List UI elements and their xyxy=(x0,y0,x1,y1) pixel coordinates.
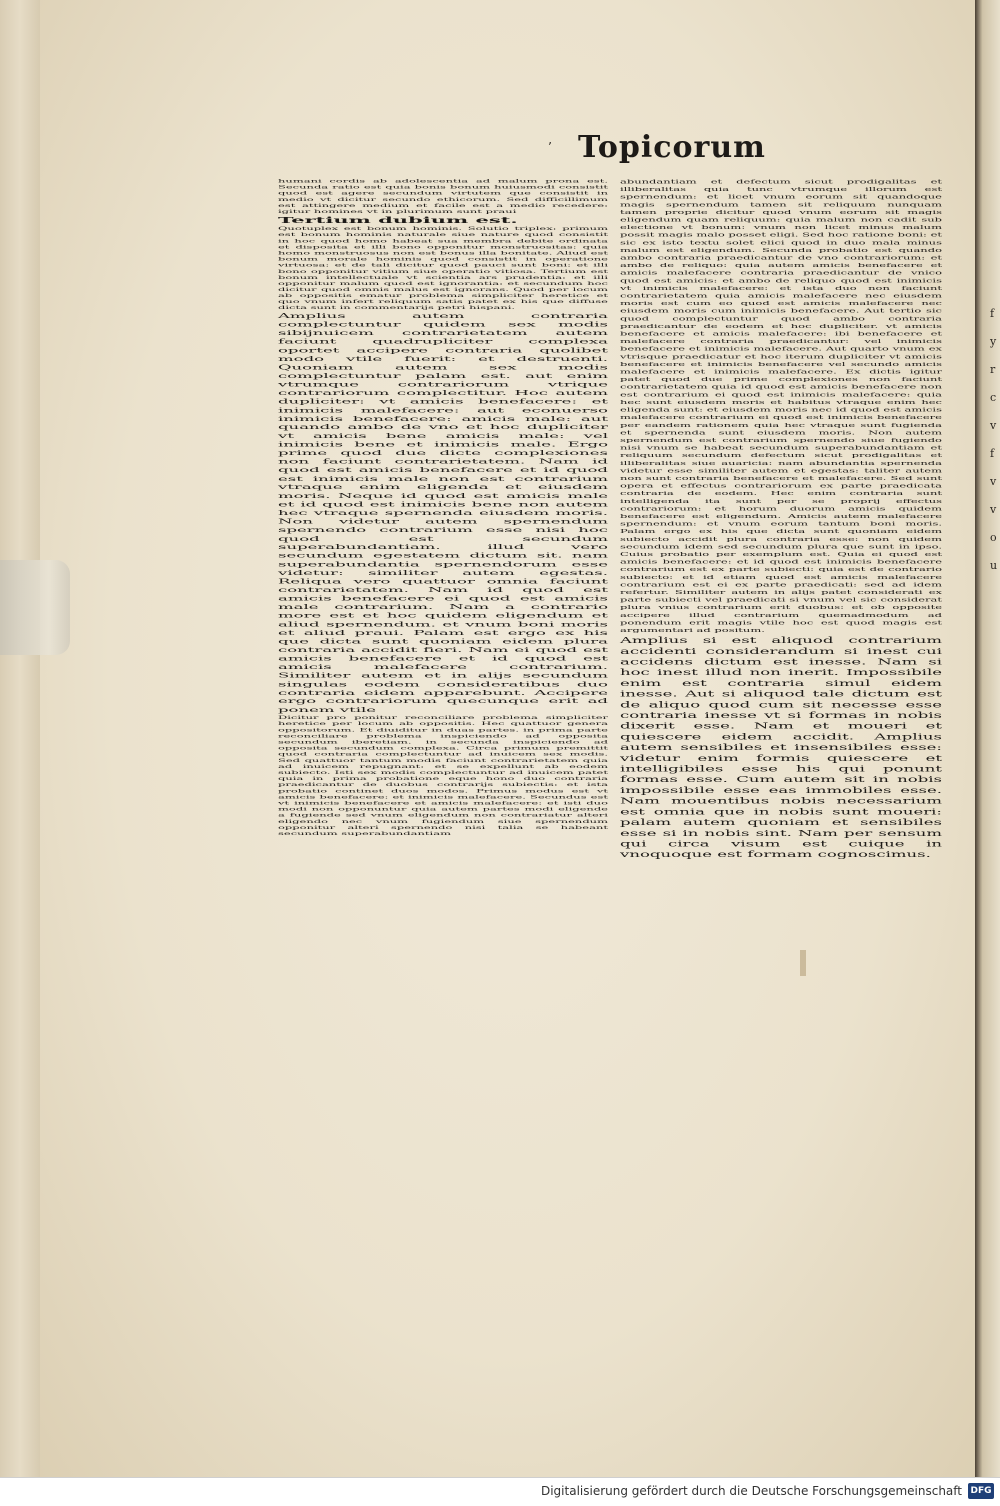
section-heading: Tertium dubium est. xyxy=(278,214,518,225)
text-paragraph: humani cordis ab adolescentia ad malum prona est. Secunda ratio est quia bonis bonum huiusmodi consistit quod est agere secundum virtutem que consistit in medio vt dicitur secundo ethicorum. Sed difficillimum est attingere medium et facile est a medio recedere: igitur homines vt in plurimum sunt praui xyxy=(278,178,608,215)
margin-fragment: o xyxy=(990,531,997,544)
text-paragraph: Amplius si est aliquod contrarium accidenti considerandum si inest cui accidens dictum est inesse. Nam si hoc inest illud non inerit. Impossibile enim est contraria simul eidem inesse. Aut si aliquod tale dictum est de aliquo quod cum sit necesse esse contraria inesse vt si formas in nobis dixerit esse. Nam et moueri et quiescere eidem accidit. Amplius autem sensibiles et insensibiles esse: videtur enim formis quiescere et intelligibiles esse his qui ponunt formas esse. Cum autem sit in nobis impossibile esse eas immobiles esse. Nam mouentibus nobis necessarium est omnia que in nobis sunt moueri: palam autem quoniam et sensibiles esse si in nobis sint. Nam per sensum qui circa visum est cuique in vnoquoque est formam cognoscimus. xyxy=(620,635,942,860)
text-paragraph: abundantiam et defectum sicut prodigalitas et illiberalitas quia tunc vtrumque illorum est spernendum: et licet vnum eorum sit quandoque magis spernendum tamen sit reliquum nunquam tamen proprie dicitur quod vnum eorum sit magis eligendum quam reliquum: quia malum non cadit sub electione vt bonum: vnum non licet minus malum possit magis malo posset eligi. Sed hoc ratione boni: et sic ex isto textu solet elici quod in duo mala minus malum est eligendum. Secunda probatio est quando ambo contraria praedicantur de vno contrariorum: et ambo de reliquo: quia autem amicis benefacere et amicis malefacere contraria praedicantur de vnico quod est amicis: et ambo de reliquo quod est inimicis vt inimicis malefacere: et ista duo non faciunt contrarietatem quia amicis malefacere nec eiusdem moris est cum eo quod est amicis malefacere nec eiusdem moris cum inimicis benefacere. Aut tertio sic quod complectuntur quod ambo contraria praedicantur de eodem et hoc dupliciter. vt amicis benefacere et amicis malefacere: ibi benefacere et malefacere contraria praedicantur: vel inimicis benefacere et inimicis malefacere. Aut quarto vnum ex vtrisque praedicatur et hoc iterum dupliciter vt amicis benefacere et inimicis benefacere vel secundo amicis malefacere et inimicis malefacere. Ex dictis igitur patet quod due prime complexiones non faciunt contrarietatem quia id quod est amicis benefacere non est contrarium ei quod est inimicis malefacere: quia hec sunt eiusdem moris et habitus vtraque enim hec eligenda sunt: et eiusdem moris nec id quod est amicis malefacere contrarium ei quod est inimicis benefacere per eandem rationem quia hec vtraque sunt fugienda et spernenda sunt eiusdem moris. Non autem spernendum est contrarium spernendo siue fugiendo nisi vnum se habeat secundum superabundantiam et reliquum secundum defectum sicut prodigalitas et illiberalitas siue auaricia: nam abundantia spernenda videtur esse similiter autem et egestas: taliter autem non sunt contraria benefacere et malefacere. Sed sunt opera et effectus contrariorum ex parte praedicata contraria de eodem. Hec enim contraria sunt intelligenda ita sunt per se proprij effectus contrariorum: et horum duorum amicis quidem benefacere est eligendum. Amicis autem malefacere spernendum: et vnum eorum tantum boni moris. Palam ergo ex his que dicta sunt quoniam eidem subiecto accidit plura contraria esse: non quidem secundum idem sed secundum plura que sunt in ipso. Cuius probatio per exemplum est. Quia ei quod est amicis benefacere: et id quod est inimicis benefacere contrarium est ex parte subiecti: quia est de contrario subiecto: et id etiam quod est amicis malefacere contrarium est ei ex parte praedicati: sed ad idem refertur. Similiter autem in alijs patet considerati ex parte subiecti vel praedicati si vnum vel sic considerat plura vnius contrarium erit duobus: et ob opposite accipere illud contrarium quemadmodum ad ponendum erit magis vtile hoc est quod magis est argumentari ad positum. xyxy=(620,178,942,634)
margin-fragment: f xyxy=(990,307,995,320)
paper-mark xyxy=(800,950,806,976)
text-paragraph: Quotuplex est bonum hominis. Solutio triplex: primum est bonum hominis naturale siue nature quod consistit in hoc quod homo habeat sua membra debite ordinata et disposita et illi bono opponitur monstruositas: quia homo monstruosus non est bonus illa bonitate. Aliud est bonum morale hominis quod consistit in operatione virtuosa: et de tali dicitur quod pauci sunt boni: et illi bono opponitur vitium siue operatio vitiosa. Tertium est bonum intellectuale vt scientia ars prudentia: et illi opponitur malum quod est ignorantia: et secundum hoc dicitur quod omnis malus est ignorans. Quod per locum ab oppositis ematur problema simpliciter heretice et quo vnum infert reliquum satis patet ex his que diffuse dicta sunt in commentarijs petri hispani. xyxy=(278,225,608,311)
facing-page-text-fragments xyxy=(990,300,1000,580)
margin-fragment: u xyxy=(990,559,998,572)
margin-fragment: v xyxy=(990,475,997,488)
funding-credit: Digitalisierung gefördert durch die Deutsche Forschungsgemeinschaft xyxy=(540,1484,962,1498)
margin-fragment: f xyxy=(990,447,995,460)
margin-fragment: v xyxy=(990,419,997,432)
margin-fragment: y xyxy=(990,335,997,348)
footer-bar xyxy=(0,1477,1000,1506)
margin-fragment: r xyxy=(990,363,996,376)
facing-page-edge xyxy=(975,0,1000,1477)
bookmark-tab xyxy=(0,560,70,655)
text-paragraph: Dicitur pro ponitur reconciliare problema simpliciter heretice per locum ab oppositis. Hec quattuor genera oppositorum. Et diuiditur in duas partes. in prima parte reconciliare problema inspiciendo ad opposita secundum iberetiam. in secunda inspiciendo ad opposita secundum complexa. Circa primum premittit quod contraria complectuntur ad inuicem sex modis. Sed quattuor tantum modis faciunt contrarietatem quia ad inuicem repugnant: et se expellunt ab eodem subiecto. Isti sex modis complectuntur ad inuicem patet quia in prima probatione eque hono duo contraria praedicantur de duobus contrarijs subiectis: et ista probatio continet duos modos. Primus modus est vt amicis benefacere: et inimicis malefacere. Secundus est vt inimicis benefacere et amicis malefacere: et isti duo modi non opponuntur quia autem partes modi eligende a fugiende sed vnum eligendum non contrariatur alteri eligendo nec vnum fugiendum siue spernendum opponitur alteri spernendo nisi talia se habeant secundum superabundantiam xyxy=(278,714,608,837)
running-head: Topicorum xyxy=(578,130,766,165)
margin-fragment: c xyxy=(990,391,997,404)
running-head-mark: ’ xyxy=(548,140,552,154)
left-text-column xyxy=(278,178,608,837)
text-paragraph: Amplius autem contraria complectuntur quidem sex modis sibijnuicem contrarietatem autem faciunt quadrupliciter complexa oportet accipere contraria quolibet modo vtile fuerit: et destruenti. Quoniam autem sex modis complectuntur palam est. aut enim vtrumque contrariorum vtrique contrariorum complectitur. Hoc autem dupliciter: vt amicis benefacere: et inimicis malefacere: aut econuerso inimicis benefacere: amicis male: aut quando ambo de vno et hoc dupliciter vt amicis bene amicis male: vel inimicis bene et inimicis male. Ergo prime quod due dicte complexiones non faciunt contrarietatem. Nam id quod est amicis benefacere et id quod est inimicis male non est contrarium vtraque enim eligenda et eiusdem moris. Neque id quod est amicis male et id quod est inimicis bene non autem hec vtraque spernenda eiusdem moris. Non videtur autem spernendum spernendo contrarium esse nisi hoc quod est secundum superabundantiam. illud vero secundum egestatem dictum sit. nam superabundantia spernendorum esse videtur: similiter autem egestas. Reliqua vero quattuor omnia faciunt contrarietatem. Nam id quod est amicis benefacere ei quod est amicis male contrarium. Nam a contrario more est et hoc quidem eligendum et aliud spernendum. et vnum boni moris et aliud praui. Palam est ergo ex his que dicta sunt quoniam eidem plura contraria accidit fieri. Nam ei quod est amicis benefacere et id quod est amicis malefacere contrarium. Similiter autem et in alijs secundum singulas eodem consideratibus duo contraria eidem apparebunt. Accipere ergo contrariorum quecunque erit ad ponem vtile xyxy=(278,312,608,714)
margin-fragment: v xyxy=(990,503,997,516)
dfg-logo: DFG xyxy=(968,1483,994,1499)
right-text-column xyxy=(620,178,942,861)
